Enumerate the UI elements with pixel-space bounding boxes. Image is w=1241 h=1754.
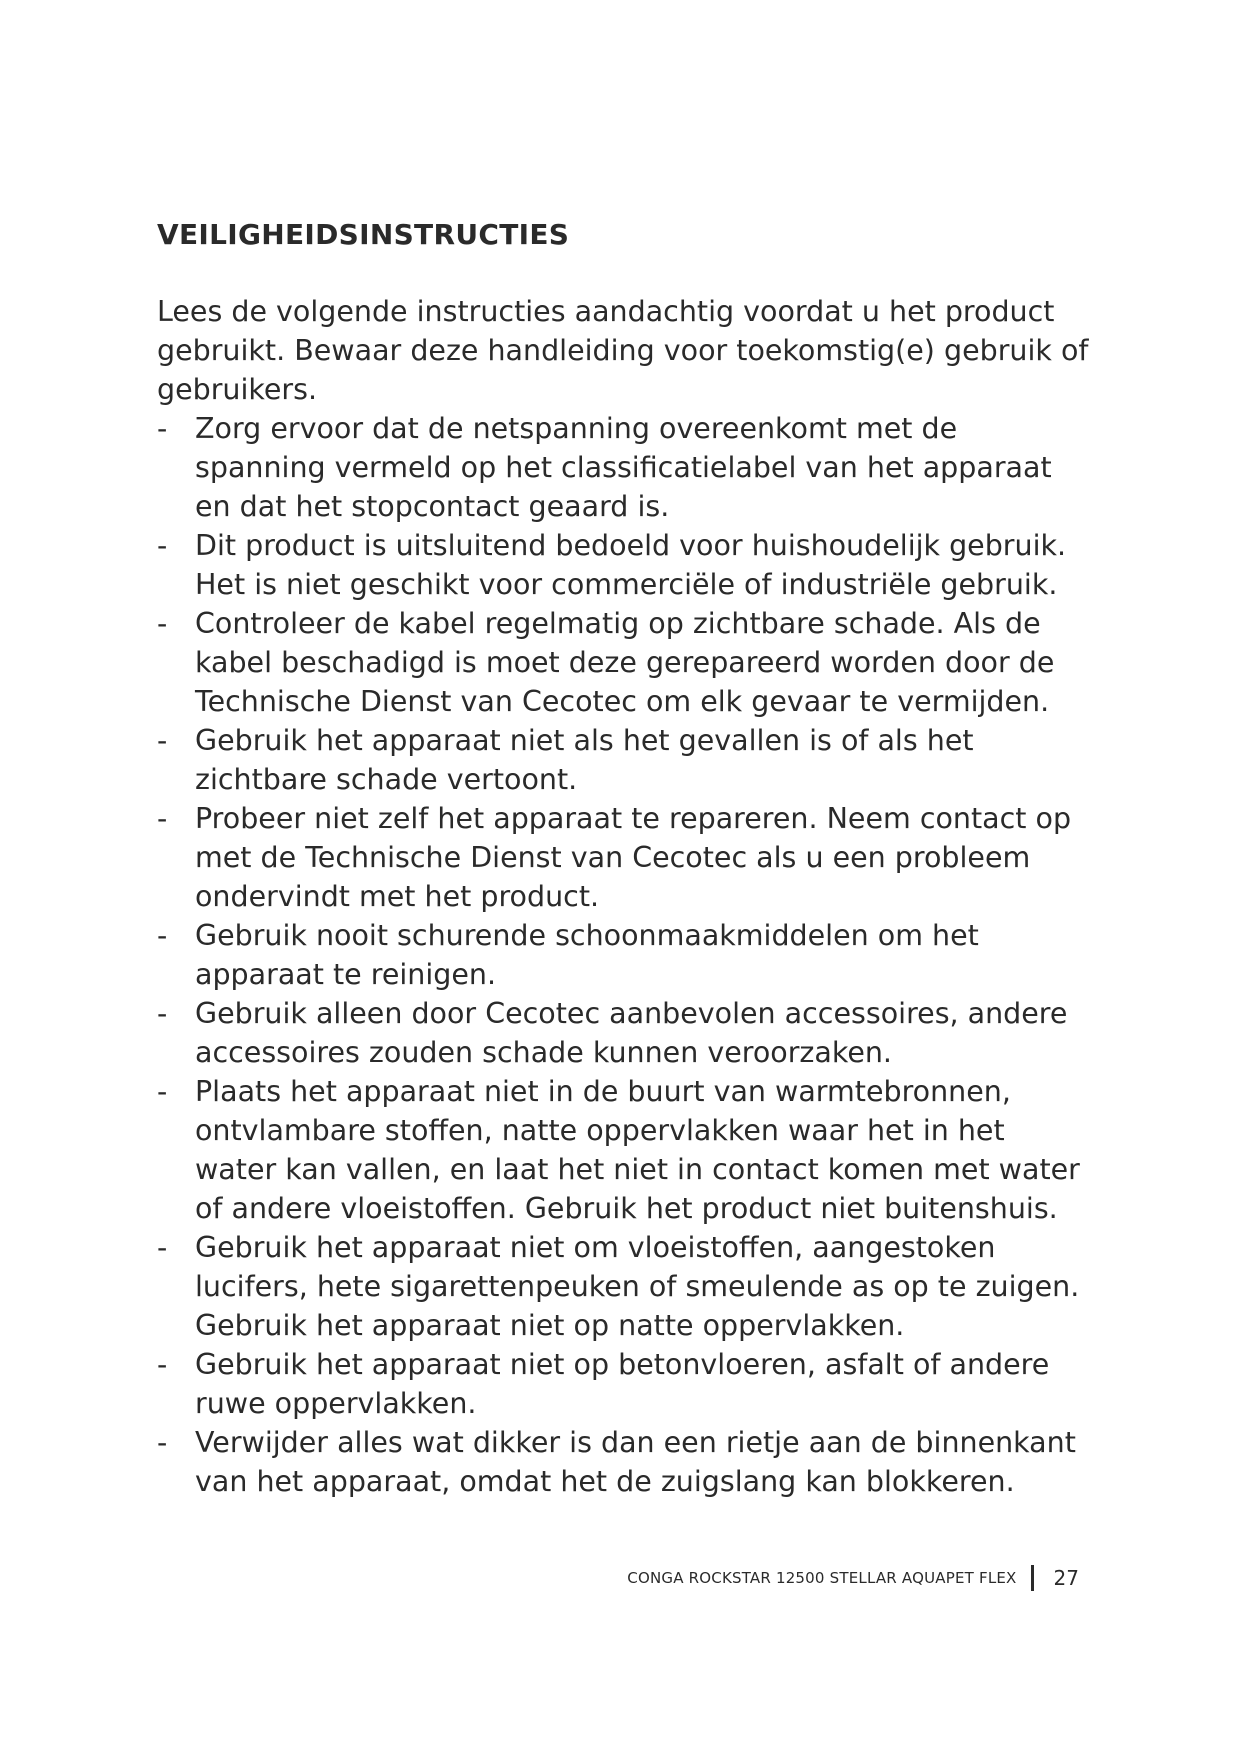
list-item-text: Controleer de kabel regelmatig op zichtbare schade. Als de kabel beschadigd is moet deze gerepareerd worden door de Technische Dienst van Cecotec om elk gevaar te vermijden. bbox=[195, 607, 1055, 718]
list-item bbox=[157, 994, 1093, 1072]
instruction-list bbox=[157, 409, 1093, 1501]
list-item-text: Verwijder alles wat dikker is dan een rietje aan de binnenkant van het apparaat, omdat het de zuigslang kan blokkeren. bbox=[195, 1426, 1076, 1498]
bullet-dash: - bbox=[157, 1075, 168, 1108]
list-item bbox=[157, 1423, 1093, 1501]
bullet-dash: - bbox=[157, 1348, 168, 1381]
document-body bbox=[157, 292, 1093, 1501]
list-item bbox=[157, 604, 1093, 721]
footer-product-name: CONGA ROCKSTAR 12500 STELLAR AQUAPET FLEX bbox=[627, 1569, 1017, 1587]
bullet-dash: - bbox=[157, 997, 168, 1030]
list-item-text: Zorg ervoor dat de netspanning overeenkomt met de spanning vermeld op het classificatielabel van het apparaat en dat het stopcontact geaard is. bbox=[195, 412, 1052, 523]
list-item-text: Gebruik het apparaat niet om vloeistoffen, aangestoken lucifers, hete sigarettenpeuken of smeulende as op te zuigen. Gebruik het apparaat niet op natte oppervlakken. bbox=[195, 1231, 1080, 1342]
bullet-dash: - bbox=[157, 412, 168, 445]
bullet-dash: - bbox=[157, 724, 168, 757]
bullet-dash: - bbox=[157, 607, 168, 640]
list-item bbox=[157, 526, 1093, 604]
bullet-dash: - bbox=[157, 919, 168, 952]
list-item bbox=[157, 721, 1093, 799]
bullet-dash: - bbox=[157, 802, 168, 835]
list-item bbox=[157, 409, 1093, 526]
page-footer bbox=[627, 1565, 1079, 1591]
footer-divider bbox=[1031, 1565, 1034, 1591]
list-item-text: Gebruik nooit schurende schoonmaakmiddelen om het apparaat te reinigen. bbox=[195, 919, 979, 991]
list-item-text: Plaats het apparaat niet in de buurt van warmtebronnen, ontvlambare stoffen, natte oppervlakken waar het in het water kan vallen, en laat het niet in contact komen met water of andere vloeistoffen. Gebruik het product niet buitenshuis. bbox=[195, 1075, 1080, 1225]
list-item-text: Gebruik alleen door Cecotec aanbevolen accessoires, andere accessoires zouden schade kunnen veroorzaken. bbox=[195, 997, 1068, 1069]
list-item-text: Dit product is uitsluitend bedoeld voor huishoudelijk gebruik. Het is niet geschikt voor commerciële of industriële gebruik. bbox=[195, 529, 1067, 601]
list-item bbox=[157, 1345, 1093, 1423]
intro-paragraph: Lees de volgende instructies aandachtig voordat u het product gebruikt. Bewaar deze handleiding voor toekomstig(e) gebruik of gebruikers. bbox=[157, 295, 1089, 406]
list-item-text: Probeer niet zelf het apparaat te repareren. Neem contact op met de Technische Dienst van Cecotec als u een probleem ondervindt met het product. bbox=[195, 802, 1072, 913]
list-item bbox=[157, 799, 1093, 916]
bullet-dash: - bbox=[157, 1231, 168, 1264]
page-number: 27 bbox=[1053, 1566, 1079, 1590]
list-item bbox=[157, 916, 1093, 994]
list-item-text: Gebruik het apparaat niet als het gevallen is of als het zichtbare schade vertoont. bbox=[195, 724, 974, 796]
bullet-dash: - bbox=[157, 1426, 168, 1459]
list-item bbox=[157, 1072, 1093, 1228]
list-item-text: Gebruik het apparaat niet op betonvloeren, asfalt of andere ruwe oppervlakken. bbox=[195, 1348, 1050, 1420]
page-title: VEILIGHEIDSINSTRUCTIES bbox=[157, 218, 570, 251]
bullet-dash: - bbox=[157, 529, 168, 562]
list-item bbox=[157, 1228, 1093, 1345]
